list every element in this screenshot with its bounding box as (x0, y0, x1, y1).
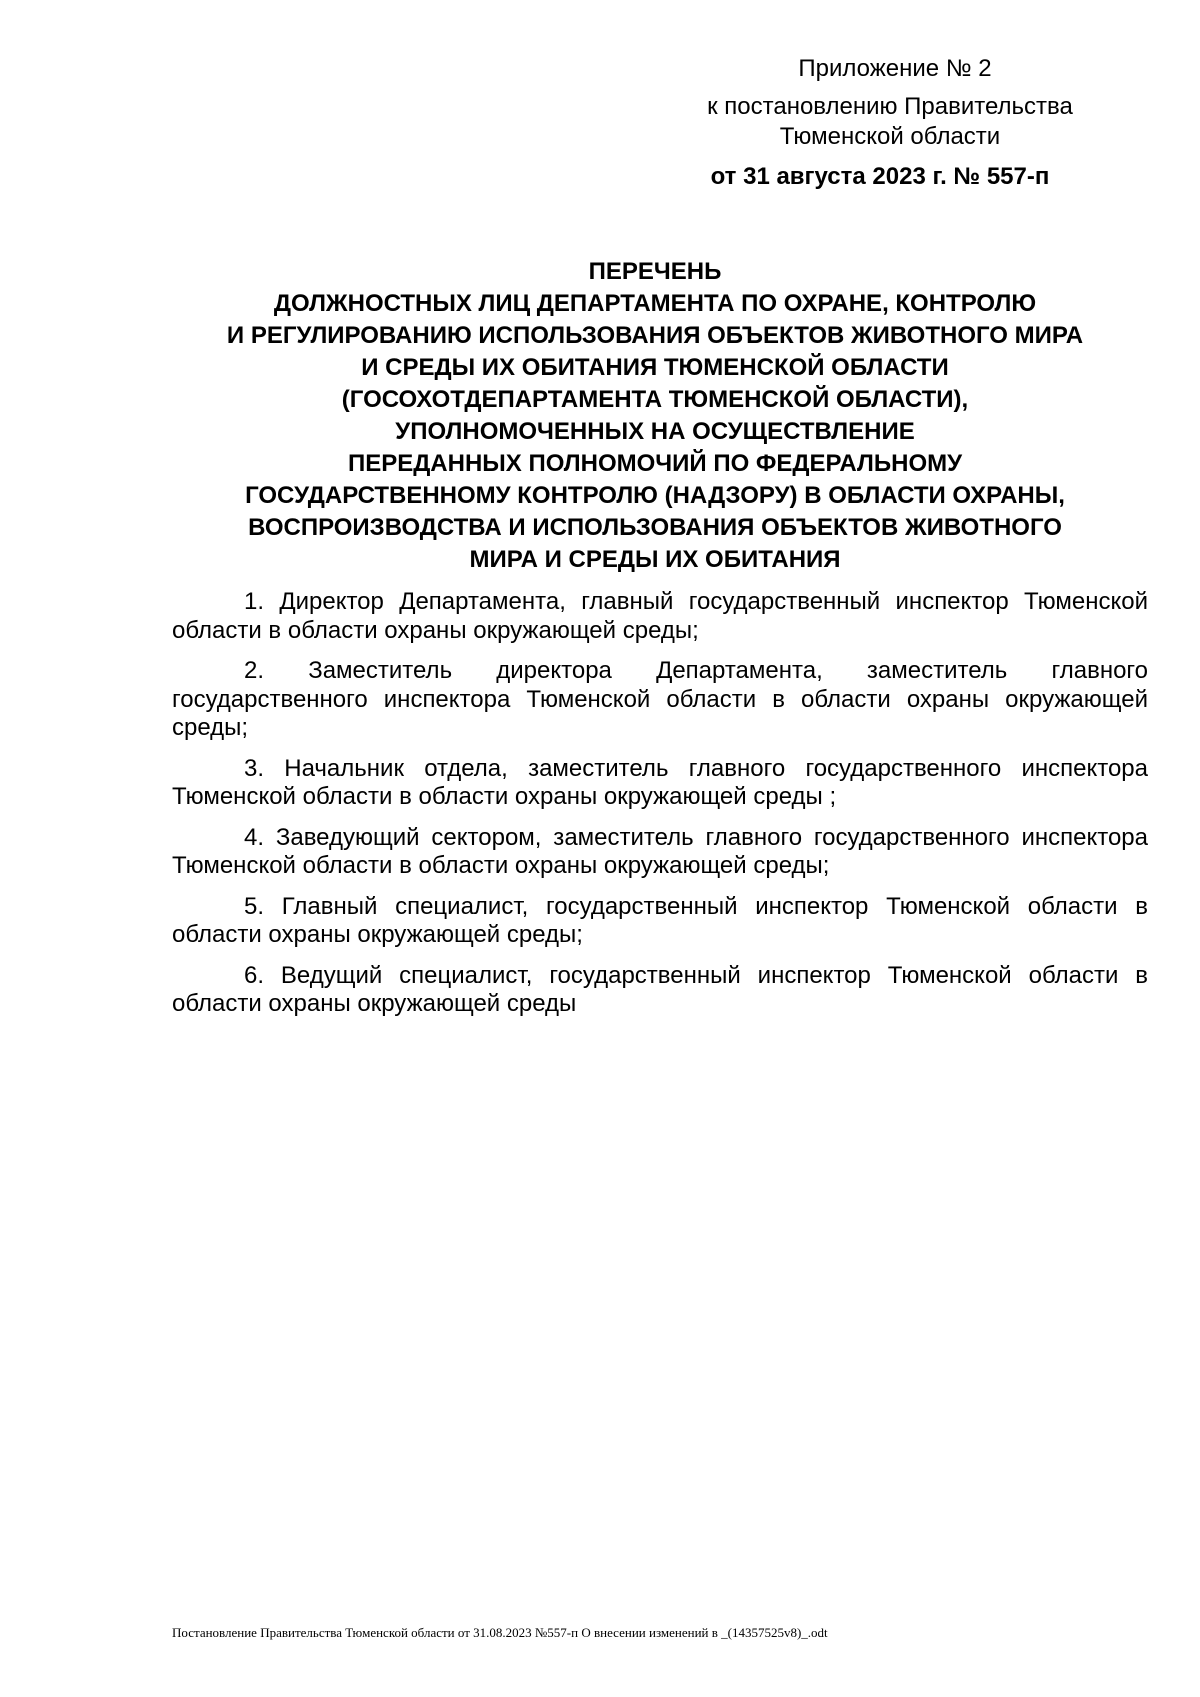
list-item: 3. Начальник отдела, заместитель главного государственного инспектора Тюменской области в области охраны окружающей среды ; (172, 754, 1148, 810)
appendix-date: от 31 августа 2023 г. № 557-п (710, 163, 1050, 190)
officials-list (172, 588, 1148, 1031)
appendix-ref-line: Тюменской области (779, 123, 1001, 150)
appendix-header (640, 54, 1140, 192)
list-item: 6. Ведущий специалист, государственный инспектор Тюменской области в области охраны окружающей среды (172, 961, 1148, 1017)
title-line: МИРА И СРЕДЫ ИХ ОБИТАНИЯ (469, 546, 841, 573)
title-line: УПОЛНОМОЧЕННЫХ НА ОСУЩЕСТВЛЕНИЕ (395, 418, 915, 445)
list-item: 1. Директор Департамента, главный государственный инспектор Тюменской области в области охраны окружающей среды; (172, 588, 1148, 644)
document-title (150, 256, 1160, 576)
appendix-title: Приложение № 2 (798, 55, 992, 82)
list-item: 2. Заместитель директора Департамента, заместитель главного государственного инспектора Тюменской области в области охраны окружающей среды; (172, 657, 1148, 741)
title-line: ГОСУДАРСТВЕННОМУ КОНТРОЛЮ (НАДЗОРУ) В ОБЛАСТИ ОХРАНЫ, (245, 482, 1065, 509)
title-line: И СРЕДЫ ИХ ОБИТАНИЯ ТЮМЕНСКОЙ ОБЛАСТИ (361, 354, 949, 381)
list-item: 5. Главный специалист, государственный инспектор Тюменской области в области охраны окружающей среды; (172, 892, 1148, 948)
title-line: ДОЛЖНОСТНЫХ ЛИЦ ДЕПАРТАМЕНТА ПО ОХРАНЕ, КОНТРОЛЮ (273, 290, 1037, 317)
title-line: ПЕРЕДАННЫХ ПОЛНОМОЧИЙ ПО ФЕДЕРАЛЬНОМУ (347, 450, 963, 477)
title-line: ПЕРЕЧЕНЬ (588, 258, 722, 285)
appendix-reference (640, 92, 1140, 152)
list-item: 4. Заведующий сектором, заместитель главного государственного инспектора Тюменской области в области охраны окружающей среды; (172, 823, 1148, 879)
document-footer: Постановление Правительства Тюменской области от 31.08.2023 №557-п О внесении изменений в _(14357525v8)_.odt (172, 1625, 828, 1640)
title-line: И РЕГУЛИРОВАНИЮ ИСПОЛЬЗОВАНИЯ ОБЪЕКТОВ ЖИВОТНОГО МИРА (226, 322, 1084, 349)
title-line: (ГОСОХОТДЕПАРТАМЕНТА ТЮМЕНСКОЙ ОБЛАСТИ), (341, 386, 969, 413)
title-line: ВОСПРОИЗВОДСТВА И ИСПОЛЬЗОВАНИЯ ОБЪЕКТОВ ЖИВОТНОГО (248, 514, 1062, 541)
appendix-ref-line: к постановлению Правительства (707, 93, 1073, 120)
